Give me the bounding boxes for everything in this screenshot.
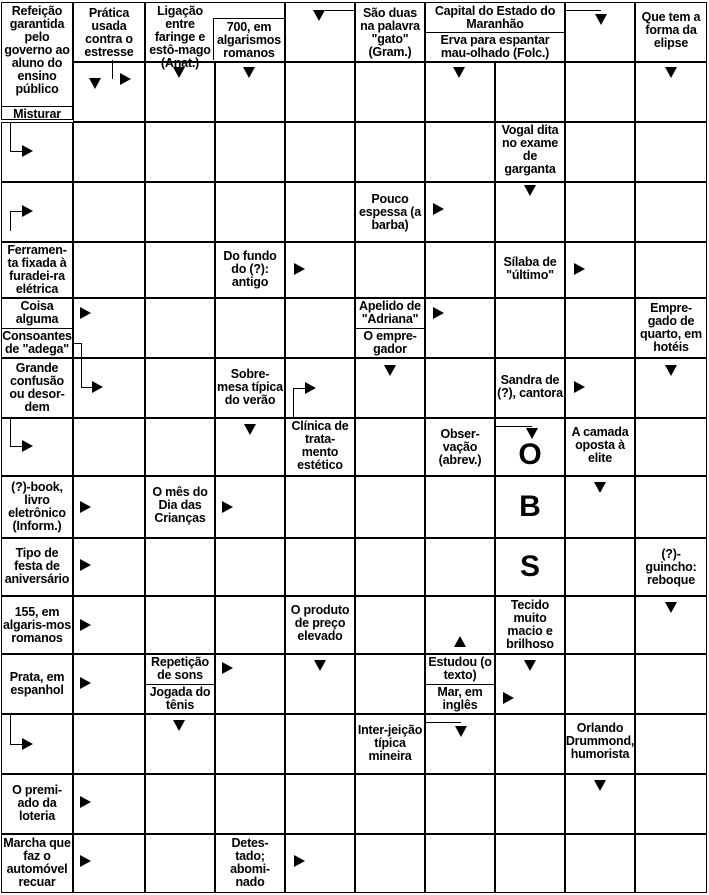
arrow-stem <box>325 10 355 11</box>
clue-ferramenta: Ferramen-ta fixada à furadei-ra elétrica <box>7 243 67 296</box>
grid-cell <box>495 774 565 834</box>
grid-cell <box>145 298 215 358</box>
arrow-stem <box>10 122 11 152</box>
arrow-down-icon <box>665 67 677 78</box>
arrow-stem <box>10 744 22 745</box>
grid-cell <box>73 122 145 182</box>
arrow-down-icon <box>173 720 185 731</box>
grid-cell <box>145 242 215 298</box>
clue-empregador: O empre-gador <box>363 329 417 356</box>
grid-cell <box>355 596 425 654</box>
arrow-right-icon <box>574 381 585 393</box>
arrow-down-icon <box>243 67 255 78</box>
answer-letter: B <box>519 490 541 523</box>
answer-letter: O <box>518 438 542 471</box>
grid-cell <box>73 714 145 774</box>
answer-letter: S <box>519 550 540 583</box>
clue-do-fundo: Do fundo do (?): antigo <box>223 248 277 289</box>
arrow-stem <box>495 426 532 427</box>
clue-premiado: O premi-ado da loteria <box>12 782 62 823</box>
arrow-down-icon <box>313 10 325 21</box>
arrow-stem <box>10 446 22 447</box>
grid-cell <box>145 596 215 654</box>
clue-divider <box>213 18 214 60</box>
arrow-down-icon <box>453 67 465 78</box>
grid-cell <box>635 654 707 714</box>
grid-cell <box>145 182 215 242</box>
clue-jogada: Jogada do tênis <box>149 685 211 712</box>
grid-cell <box>565 2 635 62</box>
grid-cell <box>565 122 635 182</box>
arrow-right-icon <box>80 796 91 808</box>
arrow-right-icon <box>80 559 91 571</box>
grid-cell <box>215 298 285 358</box>
arrow-down-icon <box>244 424 256 435</box>
grid-cell <box>425 242 495 298</box>
clue-sao-duas: São duas na palavra "gato" (Gram.) <box>360 6 420 59</box>
grid-cell <box>495 62 565 122</box>
arrow-right-icon <box>80 501 91 513</box>
arrow-down-icon <box>665 365 677 376</box>
grid-cell <box>215 122 285 182</box>
arrow-right-icon <box>80 855 91 867</box>
grid-cell <box>215 538 285 596</box>
clue-interjeicao: Inter-jeição típica mineira <box>357 722 423 763</box>
clue-observacao: Obser-vação (abrev.) <box>438 426 482 467</box>
arrow-right-icon <box>22 738 33 750</box>
arrow-right-icon <box>222 662 233 674</box>
grid-cell <box>565 62 635 122</box>
grid-cell <box>565 182 635 242</box>
arrow-down-icon <box>524 185 536 196</box>
grid-cell <box>425 834 495 893</box>
clue-estudou: Estudou (o texto) <box>428 655 492 682</box>
arrow-right-icon <box>503 692 514 704</box>
arrow-right-icon <box>294 855 305 867</box>
grid-cell <box>565 596 635 654</box>
grid-cell <box>355 834 425 893</box>
grid-cell <box>73 358 145 418</box>
grid-cell <box>285 182 355 242</box>
arrow-stem <box>81 387 92 388</box>
clue-refeicao: Refeição garantida pelo governo ao aluno do ensino público <box>4 4 70 96</box>
arrow-down-icon <box>595 14 607 25</box>
grid-cell <box>215 714 285 774</box>
arrow-stem <box>81 343 82 387</box>
arrow-right-icon <box>222 501 233 513</box>
grid-cell <box>285 714 355 774</box>
grid-cell <box>215 182 285 242</box>
grid-cell <box>495 298 565 358</box>
grid-cell <box>285 774 355 834</box>
arrow-down-icon <box>455 726 467 737</box>
grid-cell <box>425 714 495 774</box>
arrow-up-icon <box>454 636 466 647</box>
clue-orlando: Orlando Drummond, humorista <box>565 720 635 761</box>
grid-cell <box>635 714 707 774</box>
grid-cell <box>495 834 565 893</box>
grid-cell <box>1 182 73 242</box>
clue-marcha: Marcha que faz o automóvel recuar <box>3 836 71 889</box>
clue-silaba: Sílaba de "último" <box>503 255 557 282</box>
grid-cell <box>73 62 145 122</box>
clue-consoantes: Consoantes de "adega" <box>2 329 72 356</box>
grid-cell <box>355 774 425 834</box>
clue-elipse: Que tem a forma da elipse <box>641 10 701 50</box>
arrow-stem <box>10 714 11 744</box>
grid-cell <box>73 182 145 242</box>
arrow-right-icon <box>574 263 585 275</box>
grid-cell <box>215 774 285 834</box>
grid-cell <box>1 418 73 476</box>
grid-cell <box>635 834 707 893</box>
arrow-right-icon <box>80 619 91 631</box>
clue-guincho: (?)-guincho: reboque <box>645 546 697 587</box>
grid-cell <box>145 774 215 834</box>
grid-cell <box>73 242 145 298</box>
arrow-stem <box>112 60 113 79</box>
clue-coisa-alguma: Coisa alguma <box>15 299 59 326</box>
clue-sobremesa: Sobre-mesa típica do verão <box>217 366 283 407</box>
arrow-stem <box>425 722 461 723</box>
grid-cell <box>355 476 425 538</box>
clue-repeticao: Repetição de sons <box>151 655 209 682</box>
grid-cell <box>145 538 215 596</box>
arrow-stem <box>565 10 601 11</box>
arrow-right-icon <box>80 677 91 689</box>
grid-cell <box>285 62 355 122</box>
arrow-stem <box>293 388 294 418</box>
grid-cell <box>145 834 215 893</box>
grid-cell <box>1 122 73 182</box>
grid-cell <box>635 774 707 834</box>
arrow-down-icon <box>524 660 536 671</box>
clue-pratica: Prática usada contra o estresse <box>84 6 134 59</box>
grid-cell <box>635 242 707 298</box>
grid-cell <box>355 654 425 714</box>
grid-cell <box>145 418 215 476</box>
grid-cell <box>355 62 425 122</box>
arrow-stem <box>10 418 11 446</box>
grid-cell <box>565 298 635 358</box>
clue-clinica: Clínica de trata-mento estético <box>291 419 349 472</box>
arrow-right-icon <box>294 263 305 275</box>
arrow-right-icon <box>22 205 33 217</box>
grid-cell <box>635 476 707 538</box>
clue-sandra: Sandra de (?), cantora <box>497 373 563 400</box>
arrow-stem <box>10 211 22 212</box>
grid-cell <box>355 418 425 476</box>
arrow-down-icon <box>665 602 677 613</box>
clue-155: 155, em algaris-mos romanos <box>3 604 71 645</box>
arrow-right-icon <box>120 73 131 85</box>
grid-cell <box>635 418 707 476</box>
grid-cell <box>145 122 215 182</box>
grid-cell <box>355 538 425 596</box>
arrow-stem <box>10 151 22 152</box>
grid-cell <box>565 834 635 893</box>
clue-divider <box>213 18 285 19</box>
clue-mes: O mês do Dia das Crianças <box>152 484 208 525</box>
clue-empregado: Empre-gado de quarto, em hotéis <box>640 301 702 354</box>
clue-tecido: Tecido muito macio e brilhoso <box>506 598 554 651</box>
grid-cell <box>355 242 425 298</box>
grid-cell <box>425 358 495 418</box>
clue-mar: Mar, em inglês <box>437 685 483 712</box>
grid-cell <box>285 476 355 538</box>
clue-vogal: Vogal dita no exame de garganta <box>501 123 559 176</box>
clue-capital: Capital do Estado do Maranhão <box>434 4 556 31</box>
clue-apelido: Apelido de "Adriana" <box>359 299 421 326</box>
grid-cell <box>425 774 495 834</box>
clue-camada: A camada oposta à elite <box>571 424 629 465</box>
grid-cell <box>635 122 707 182</box>
arrow-down-icon <box>594 780 606 791</box>
arrow-right-icon <box>433 203 444 215</box>
grid-cell <box>425 476 495 538</box>
grid-cell <box>145 358 215 418</box>
arrow-right-icon <box>80 307 91 319</box>
grid-cell <box>635 182 707 242</box>
clue-700: 700, em algarismos romanos <box>216 20 281 60</box>
clue-grande-confusao: Grande confusão ou desor-dem <box>9 361 65 414</box>
arrow-stem <box>10 211 11 231</box>
grid-cell <box>215 596 285 654</box>
arrow-right-icon <box>305 382 316 394</box>
clue-detestado: Detes-tado; abomi-nado <box>230 836 270 889</box>
clue-prata: Prata, em espanhol <box>9 670 65 697</box>
clue-misturar: Misturar <box>13 106 61 121</box>
clue-produto: O produto de preço elevado <box>290 602 350 643</box>
grid-cell <box>495 714 565 774</box>
arrow-stem <box>293 388 305 389</box>
arrow-right-icon <box>92 381 103 393</box>
arrow-right-icon <box>433 307 444 319</box>
arrow-right-icon <box>22 440 33 452</box>
arrow-down-icon <box>594 482 606 493</box>
grid-cell <box>285 298 355 358</box>
grid-cell <box>425 122 495 182</box>
grid-cell <box>73 418 145 476</box>
grid-cell <box>285 538 355 596</box>
arrow-right-icon <box>22 145 33 157</box>
arrow-down-icon <box>89 78 101 89</box>
arrow-down-icon <box>384 365 396 376</box>
clue-pouco-espessa: Pouco espessa (a barba) <box>359 191 421 232</box>
arrow-down-icon <box>314 660 326 671</box>
grid-cell <box>425 538 495 596</box>
clue-ebook: (?)-book, livro eletrônico (Inform.) <box>8 480 66 533</box>
grid-cell <box>565 538 635 596</box>
clue-ligacao: Ligação entre faringe e estô-mago <box>149 4 211 57</box>
clue-tipo-festa: Tipo de festa de aniversário <box>4 545 70 586</box>
grid-cell <box>285 122 355 182</box>
arrow-down-icon <box>173 67 185 78</box>
grid-cell <box>565 654 635 714</box>
grid-cell <box>355 122 425 182</box>
clue-erva: Erva para espantar mau-olhado (Folc.) <box>440 33 550 60</box>
